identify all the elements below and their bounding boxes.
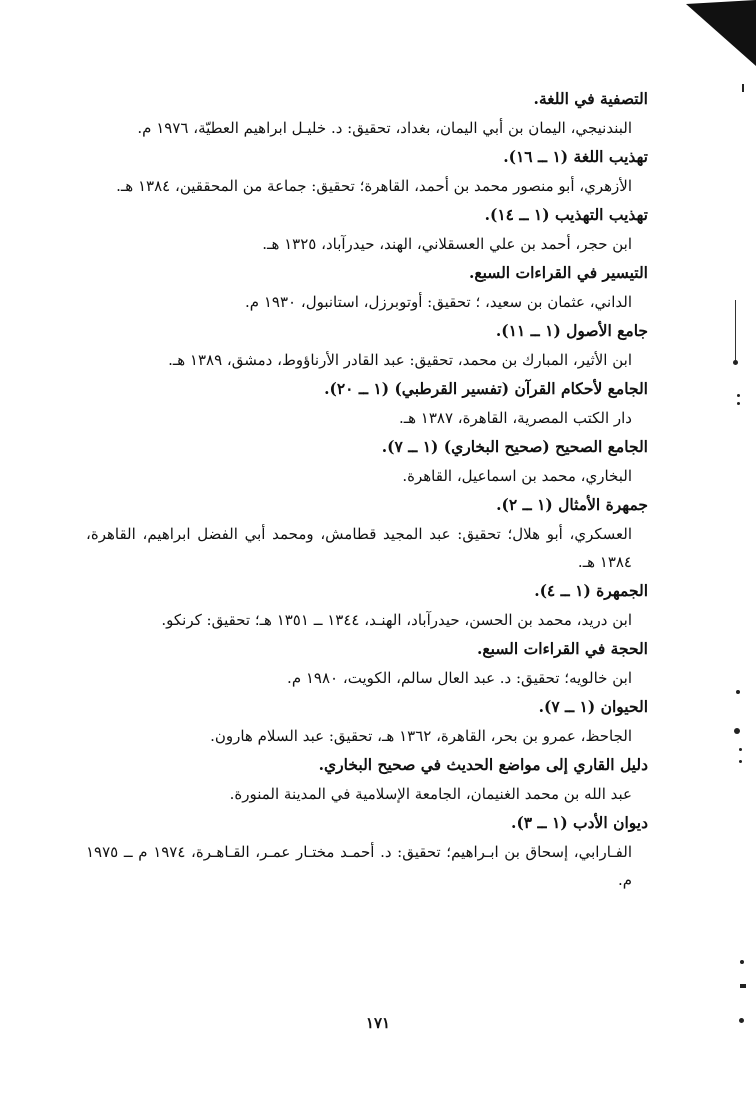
margin-scan-mark — [742, 84, 744, 92]
bibliography-entry — [86, 432, 648, 490]
bibliography-entry — [86, 692, 648, 750]
margin-scan-mark — [734, 728, 740, 734]
entry-details: ابن حجر، أحمد بن علي العسقلاني، الهند، حيدرآباد، ١٣٢٥ هـ. — [262, 235, 632, 253]
bibliography-entry — [86, 750, 648, 808]
margin-scan-mark — [735, 300, 736, 360]
entry-title: التصفية في اللغة. — [533, 89, 648, 108]
bibliography-entry — [86, 634, 648, 692]
page-number: ١٧١ — [365, 1014, 391, 1032]
entry-title: دليل القاري إلى مواضع الحديث في صحيح البخاري. — [318, 755, 648, 774]
margin-scan-mark — [739, 748, 742, 751]
entry-details: ابن الأثير، المبارك بن محمد، تحقيق: عبد القادر الأرناؤوط، دمشق، ١٣٨٩ هـ. — [168, 351, 632, 369]
entry-title: الجامع لأحكام القرآن (تفسير القرطبي) (١ ــ ٢٠). — [324, 379, 648, 398]
entry-details: البخاري، محمد بن اسماعيل، القاهرة. — [402, 467, 632, 485]
entry-title: جمهرة الأمثال (١ ــ ٢). — [496, 495, 648, 514]
entry-details: الداني، عثمان بن سعيد، ؛ تحقيق: أوتوبرزل، استانبول، ١٩٣٠ م. — [245, 293, 632, 311]
bibliography-entry — [86, 142, 648, 200]
margin-scan-mark — [739, 760, 742, 763]
entry-title: ديوان الأدب (١ ــ ٣). — [511, 813, 648, 832]
entry-title: تهذيب التهذيب (١ ــ ١٤). — [484, 205, 648, 224]
entry-title: تهذيب اللغة (١ ــ ١٦). — [503, 147, 648, 166]
entry-details: الأزهري، أبو منصور محمد بن أحمد، القاهرة؛ تحقيق: جماعة من المحققين، ١٣٨٤ هـ. — [116, 177, 632, 195]
bibliography-entry — [86, 490, 648, 576]
bibliography-entry — [86, 200, 648, 258]
page-corner-mark — [686, 0, 756, 66]
margin-scan-mark — [733, 360, 738, 365]
entry-title: جامع الأصول (١ ــ ١١). — [495, 321, 648, 340]
bibliography-entry — [86, 84, 648, 142]
entry-details: البندنيجي، اليمان بن أبي اليمان، بغداد، تحقيق: د. خليـل ابراهيم العطيّة، ١٩٧٦ م. — [137, 119, 632, 137]
entry-title: الحجة في القراءات السبع. — [477, 639, 648, 658]
entry-details: دار الكتب المصرية، القاهرة، ١٣٨٧ هـ. — [398, 409, 632, 427]
margin-scan-mark — [736, 690, 740, 694]
entry-title: التيسير في القراءات السبع. — [468, 263, 648, 282]
entry-details: الفـارابي، إسحاق بن ابـراهيم؛ تحقيق: د. أحمـد مختـار عمـر، القـاهـرة، ١٩٧٤ م ــ ١٩٧٥ م. — [86, 843, 632, 889]
bibliography-entry — [86, 808, 648, 894]
entry-title: الحيوان (١ ــ ٧). — [538, 697, 648, 716]
bibliography-entry — [86, 576, 648, 634]
bibliography-entry — [86, 316, 648, 374]
entry-details: ابن دريد، محمد بن الحسن، حيدرآباد، الهنـد، ١٣٤٤ ــ ١٣٥١ هـ؛ تحقيق: كرنكو. — [161, 611, 632, 629]
bibliography-entry — [86, 374, 648, 432]
entry-details: الجاحظ، عمرو بن بحر، القاهرة، ١٣٦٢ هـ، تحقيق: عبد السلام هارون. — [210, 727, 632, 745]
margin-scan-mark — [737, 394, 740, 397]
margin-scan-mark — [737, 402, 740, 405]
entry-title: الجامع الصحيح (صحيح البخاري) (١ ــ ٧). — [381, 437, 648, 456]
bibliography-entry — [86, 258, 648, 316]
entry-title: الجمهرة (١ ــ ٤). — [534, 581, 648, 600]
entry-details: العسكري، أبو هلال؛ تحقيق: عبد المجيد قطامش، ومحمد أبي الفضل ابراهيم، القاهرة، ١٣٨٤ هـ. — [86, 525, 632, 571]
margin-scan-mark — [740, 960, 744, 964]
entry-details: ابن خالويه؛ تحقيق: د. عبد العال سالم، الكويت، ١٩٨٠ م. — [287, 669, 632, 687]
bibliography-list — [86, 84, 648, 894]
margin-scan-mark — [740, 984, 746, 988]
entry-details: عبد الله بن محمد الغنيمان، الجامعة الإسلامية في المدينة المنورة. — [229, 785, 632, 803]
